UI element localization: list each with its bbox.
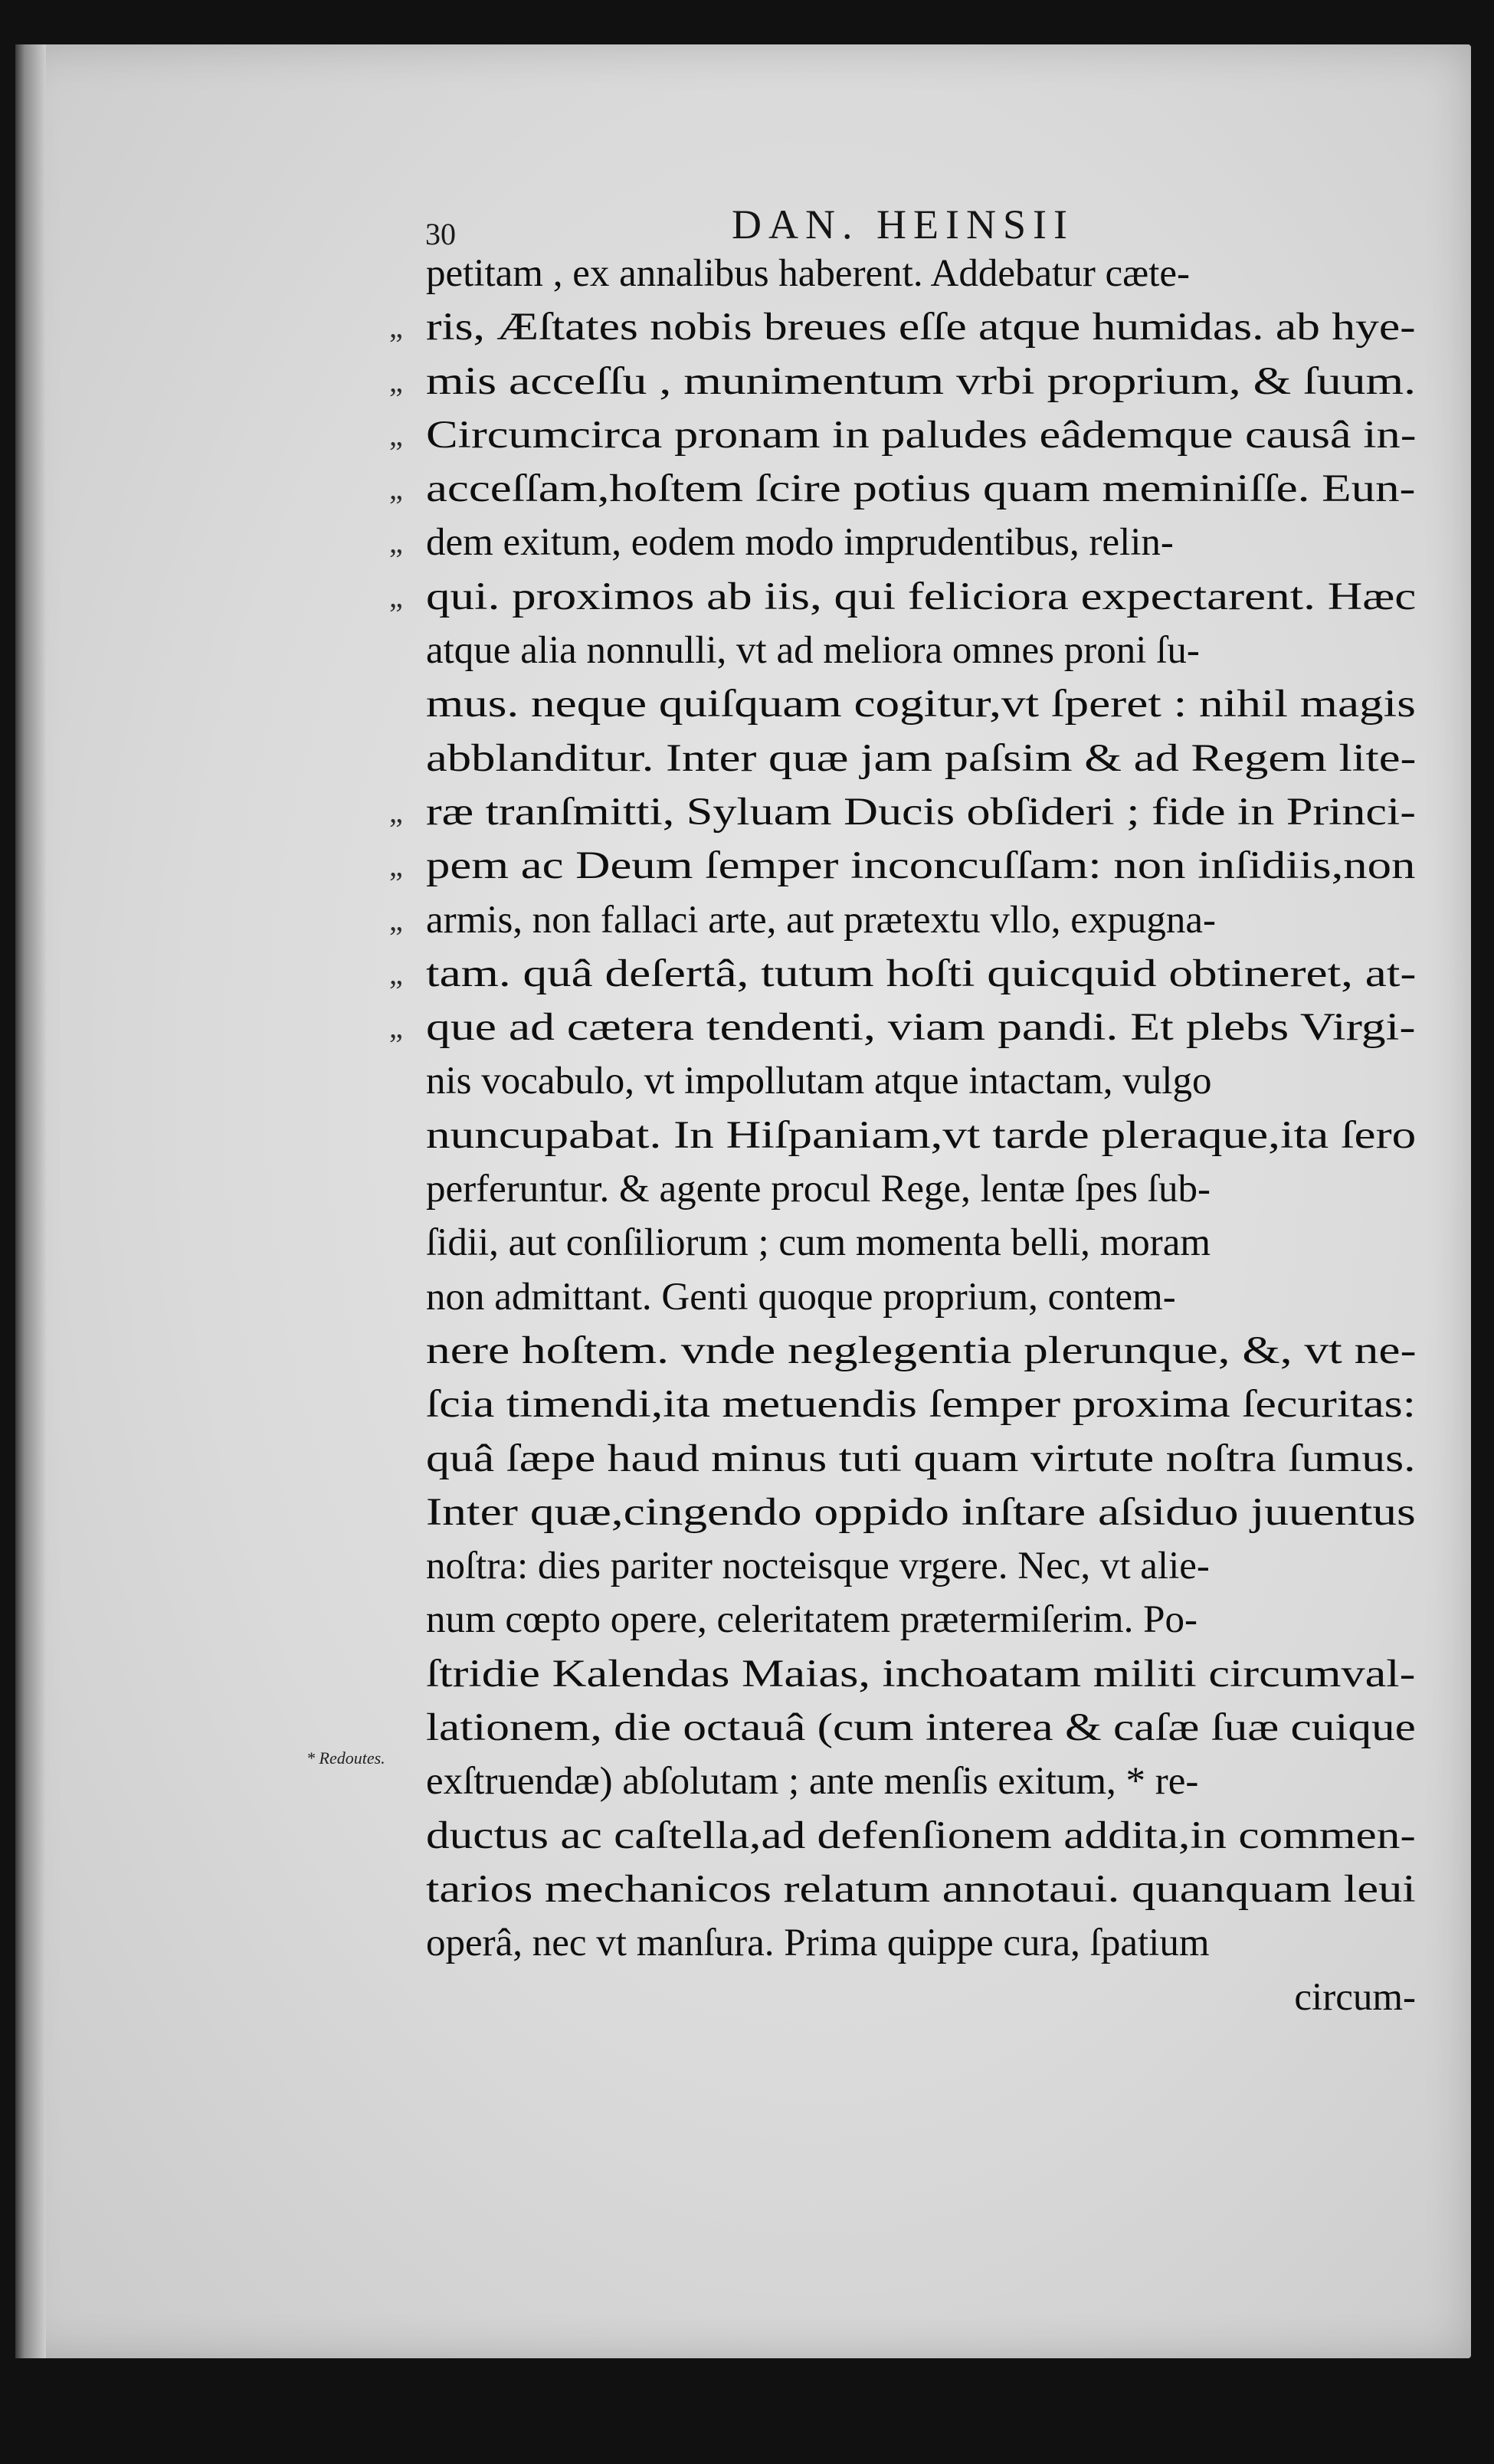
text-line [389, 1216, 1416, 1270]
line-text: circum- [1294, 1975, 1416, 2019]
line-text: tarios mechanicos relatum annotaui. quanquam leui [426, 1867, 1416, 1911]
text-line [389, 1701, 1416, 1755]
line-text: mus. neque quiſquam cogitur,vt ſperet : nihil magis [426, 683, 1416, 726]
text-line [389, 1863, 1416, 1916]
text-line [389, 1486, 1416, 1539]
text-line [389, 677, 1416, 731]
line-text: ſcia timendi,ita metuendis ſemper proxima ſecuritas: [426, 1383, 1416, 1427]
quotation-mark: „ [389, 955, 403, 991]
text-line [389, 247, 1416, 300]
text-line [389, 1809, 1416, 1863]
text-line [389, 1109, 1416, 1162]
text-line [389, 893, 1416, 947]
text-line [389, 1647, 1416, 1701]
line-text: qui. proximos ab iis, qui feliciora expectarent. Hæc [426, 575, 1417, 618]
line-text: pem ac Deum ſemper inconcuſſam: non inſidiis,non [426, 844, 1416, 888]
line-text: tam. quâ deſertâ, tutum hoſti quicquid obtineret, at- [426, 952, 1417, 995]
text-line [389, 1054, 1416, 1108]
line-text: dem exitum, eodem modo imprudentibus, relin- [426, 521, 1174, 565]
quotation-mark: „ [389, 848, 403, 883]
quotation-mark: „ [389, 471, 403, 506]
text-line [389, 1971, 1416, 2024]
line-text: nuncupabat. In Hiſpaniam,vt tarde pleraque,ita ſero [426, 1113, 1417, 1157]
margin-note: * Redoutes. [306, 1748, 385, 1768]
quotation-mark: „ [389, 1010, 403, 1045]
text-line [389, 516, 1416, 569]
page-number: 30 [425, 217, 456, 251]
line-text: acceſſam,hoſtem ſcire potius quam meminiſſe. Eun- [426, 467, 1416, 511]
text-line [389, 732, 1416, 785]
running-head: DAN. HEINSII [732, 202, 1074, 247]
line-text: Circumcirca pronam in paludes eâdemque causâ in- [426, 413, 1417, 457]
line-text: ræ tranſmitti, Syluam Ducis obſideri ; fide in Princi- [426, 790, 1416, 834]
text-line [389, 1162, 1416, 1216]
text-line [389, 624, 1416, 677]
line-text: mis acceſſu , munimentum vrbi proprium, & ſuum. [426, 359, 1417, 403]
text-line [389, 408, 1416, 462]
quotation-mark: „ [389, 902, 403, 937]
body-text [389, 247, 1416, 2024]
line-text: abblanditur. Inter quæ jam paſsim & ad Regem lite- [426, 736, 1417, 780]
text-line [389, 1001, 1416, 1054]
line-text: ris, Æſtates nobis breues eſſe atque humidas. ab hye- [426, 306, 1416, 349]
quotation-mark: „ [389, 363, 403, 398]
text-line [389, 300, 1416, 354]
line-text: nis vocabulo, vt impollutam atque intactam, vulgo [426, 1060, 1212, 1103]
line-text: que ad cætera tendenti, viam pandi. Et plebs Virgi- [426, 1006, 1416, 1050]
line-text: ſidii, aut conſiliorum ; cum momenta belli, moram [426, 1221, 1211, 1265]
text-line [389, 1539, 1416, 1593]
line-text: ductus ac caſtella,ad defenſionem addita,in commen- [426, 1814, 1416, 1857]
text-line [389, 1378, 1416, 1431]
text-line [389, 570, 1416, 624]
quotation-mark: „ [389, 310, 403, 345]
text-line [389, 785, 1416, 839]
quotation-mark: „ [389, 578, 403, 614]
line-text: Inter quæ,cingendo oppido inſtare aſsiduo juuentus [426, 1490, 1416, 1534]
quotation-mark: „ [389, 794, 403, 829]
page-binding-edge [15, 44, 46, 2358]
line-text: num cœpto opere, celeritatem prætermiſerim. Po- [426, 1598, 1197, 1642]
line-text: lationem, die octauâ (cum interea & caſæ ſuæ cuique [426, 1706, 1416, 1750]
line-text: operâ, nec vt manſura. Prima quippe cura, ſpatium [426, 1922, 1210, 1965]
line-text: atque alia nonnulli, vt ad meliora omnes proni ſu- [426, 629, 1200, 673]
line-text: quâ ſæpe haud minus tuti quam virtute noſtra ſumus. [426, 1437, 1416, 1480]
line-text: exſtruendæ) abſolutam ; ante menſis exitum, * re- [426, 1760, 1199, 1804]
text-line [389, 1755, 1416, 1808]
text-line [389, 947, 1416, 1001]
text-line [389, 839, 1416, 893]
line-text: ſtridie Kalendas Maias, inchoatam militi circumval- [426, 1652, 1416, 1696]
line-text: non admittant. Genti quoque proprium, contem- [426, 1275, 1176, 1319]
quotation-mark: „ [389, 417, 403, 452]
line-text: perferuntur. & agente procul Rege, lentæ ſpes ſub- [426, 1168, 1211, 1211]
text-line [389, 1324, 1416, 1378]
text-line [389, 462, 1416, 516]
text-line [389, 1270, 1416, 1324]
text-line [389, 355, 1416, 408]
line-text: petitam , ex annalibus haberent. Addebatur cæte- [426, 252, 1190, 295]
quotation-mark: „ [389, 525, 403, 560]
line-text: noſtra: dies pariter nocteisque vrgere. Nec, vt alie- [426, 1545, 1210, 1588]
text-line [389, 1916, 1416, 1970]
text-line [389, 1432, 1416, 1486]
line-text: armis, non fallaci arte, aut prætextu vllo, expugna- [426, 898, 1217, 942]
text-line [389, 1593, 1416, 1646]
line-text: nere hoſtem. vnde neglegentia plerunque, &, vt ne- [426, 1329, 1417, 1372]
